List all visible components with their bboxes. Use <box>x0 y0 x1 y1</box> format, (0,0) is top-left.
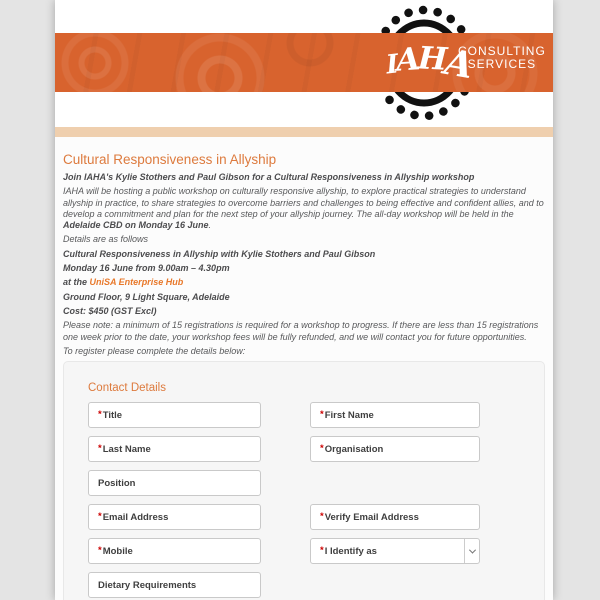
field-label: *I Identify as <box>320 544 377 557</box>
schedule-line: Monday 16 June from 9.00am – 4.30pm <box>63 263 230 274</box>
field-label: *Last Name <box>98 442 151 455</box>
required-asterisk: * <box>98 442 102 454</box>
intro-bold-line: Join IAHA's Kylie Stothers and Paul Gibson for a Cultural Responsiveness in Allyship workshop <box>63 172 475 182</box>
position-input[interactable] <box>88 470 261 496</box>
venue-line: at the UniSA Enterprise Hub <box>63 277 184 288</box>
required-asterisk: * <box>98 510 102 522</box>
field-label: *First Name <box>320 408 374 421</box>
required-asterisk: * <box>320 510 324 522</box>
organisation-input[interactable] <box>310 436 480 462</box>
required-asterisk: * <box>320 408 324 420</box>
workshop-article <box>55 137 553 600</box>
content-column <box>55 0 553 600</box>
select-arrow-box <box>464 539 479 563</box>
unisa-enterprise-hub-link[interactable]: UniSA Enterprise Hub <box>89 277 184 288</box>
header-peach-strip <box>55 127 553 137</box>
register-prompt: To register please complete the details below: <box>63 345 246 356</box>
field-label: *Mobile <box>98 544 133 557</box>
address-line: Ground Floor, 9 Light Square, Adelaide <box>63 291 230 302</box>
field-label: *Organisation <box>320 442 384 455</box>
brand-subtitle: CONSULTING SERVICES <box>458 44 546 71</box>
required-asterisk: * <box>320 442 324 454</box>
contact-details-heading: Contact Details <box>88 382 166 395</box>
field-label: *Verify Email Address <box>320 510 419 523</box>
workshop-title-line: Cultural Responsiveness in Allyship with Kylie Stothers and Paul Gibson <box>63 248 376 259</box>
field-label: *Email Address <box>98 510 169 523</box>
title-input[interactable] <box>88 402 261 428</box>
details-label: Details are as follows <box>63 234 149 245</box>
form-rows <box>88 402 520 598</box>
verify-email-address-input[interactable] <box>310 504 480 530</box>
last-name-input[interactable] <box>88 436 261 462</box>
identify-as-select[interactable] <box>310 538 480 564</box>
field-label: Position <box>98 477 136 489</box>
first-name-input[interactable] <box>310 402 480 428</box>
registration-form-card <box>63 361 545 600</box>
site-header <box>55 0 553 137</box>
field-label: *Title <box>98 408 123 421</box>
required-asterisk: * <box>98 544 102 556</box>
brand-wordmark: IAHA <box>384 40 474 87</box>
field-label: Dietary Requirements <box>98 579 197 591</box>
chevron-down-icon <box>468 546 475 553</box>
cost-line: Cost: $450 (GST Excl) <box>63 305 157 316</box>
note-paragraph: Please note: a minimum of 15 registrations is required for a workshop to progress. If there are less than 15 registrations one week prior to the date, your workshop fees will be fully refunded, and we will contact you for future opportunities. <box>63 320 539 342</box>
page-title: Cultural Responsiveness in Allyship <box>63 152 277 167</box>
intro-paragraph: IAHA will be hosting a public workshop on culturally responsive allyship, to explore practical strategies to understand allyship in practice, to share strategies to overcome barriers and challenges to being effective and confident allies, and to develop a commitment and plan for the next step of your allyship journey. The all-day workshop will be held in the Adelaide CBD on Monday 16 June. <box>63 186 544 231</box>
mobile-input[interactable] <box>88 538 261 564</box>
dietary-requirements-input[interactable] <box>88 572 261 598</box>
required-asterisk: * <box>320 544 324 556</box>
required-asterisk: * <box>98 408 102 420</box>
email-address-input[interactable] <box>88 504 261 530</box>
